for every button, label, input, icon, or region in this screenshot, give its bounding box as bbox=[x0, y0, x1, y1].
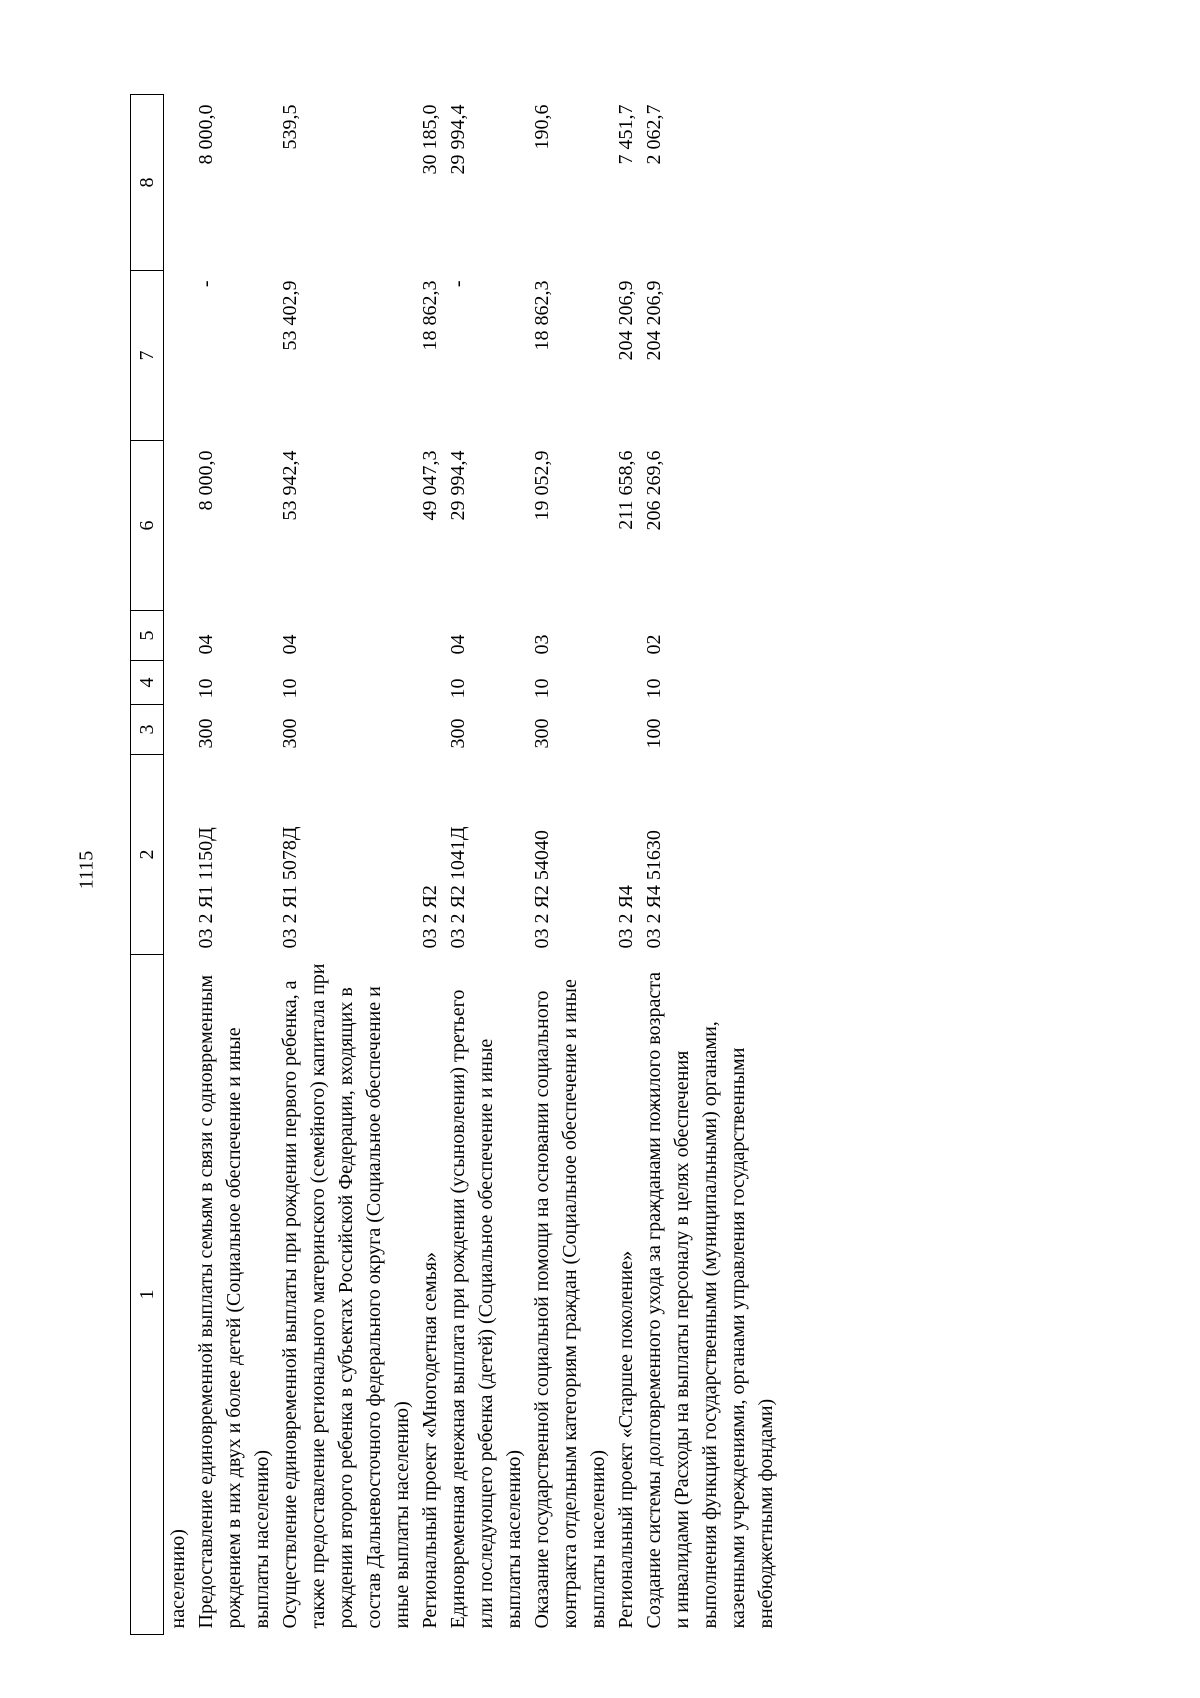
row-name: Создание системы долговременного ухода за гражданами пожилого возраста и инвалидами (Расходы на выплаты персоналу в целях обеспечения выполнения функций государственными (муниципальными) органами, казенными учреждениями, органами управления государственными внебюджетными фондами) bbox=[643, 971, 777, 1629]
row-rz bbox=[416, 661, 444, 705]
row-col8: 190,6 bbox=[531, 104, 553, 150]
row-code: 03 2 Я1 5078Д bbox=[279, 826, 301, 949]
table-row bbox=[192, 95, 276, 1635]
table-row bbox=[528, 95, 612, 1635]
row-name: Единовременная денежная выплата при рождении (усыновлении) третьего или последующего ребенка (детей) (Социальное обеспечение и иные выплаты населению) bbox=[447, 989, 525, 1629]
row-col8 bbox=[164, 95, 193, 271]
row-pr: 04 bbox=[195, 634, 217, 655]
row-code: 03 2 Я1 1150Д bbox=[195, 827, 217, 949]
column-header: 1 bbox=[131, 955, 164, 1635]
table-row bbox=[276, 95, 416, 1635]
row-vr: 300 bbox=[531, 718, 553, 749]
row-code: 03 2 Я2 1041Д bbox=[447, 826, 469, 949]
table-row bbox=[444, 95, 528, 1635]
row-vr: 300 bbox=[279, 718, 301, 749]
row-col6: 19 052,9 bbox=[531, 450, 553, 521]
row-col8: 2 062,7 bbox=[643, 104, 665, 165]
rotated-table-wrapper bbox=[130, 95, 1180, 1635]
column-header: 6 bbox=[131, 441, 164, 611]
column-header: 4 bbox=[131, 661, 164, 705]
row-rz: 10 bbox=[643, 678, 665, 699]
row-rz: 10 bbox=[279, 678, 301, 699]
row-col8: 8 000,0 bbox=[195, 104, 217, 165]
row-pr bbox=[612, 611, 640, 661]
column-header: 8 bbox=[131, 95, 164, 271]
table-header-row bbox=[131, 95, 164, 1635]
row-col6: 211 658,6 bbox=[615, 450, 637, 530]
row-rz: 10 bbox=[195, 678, 217, 699]
row-rz: 10 bbox=[531, 678, 553, 699]
table-row bbox=[416, 95, 444, 1635]
row-name: Осуществление единовременной выплаты при рождении первого ребенка, а также предоставление регионального материнского (семейного) капитала при рождении второго ребенка в субъектах Российской Федерации, входящих в состав Дальневосточного федерального округа (Социальное обеспечение и иные выплаты населению) bbox=[279, 963, 413, 1629]
row-col8: 539,5 bbox=[279, 104, 301, 150]
row-vr: 300 bbox=[447, 718, 469, 749]
row-rz bbox=[164, 661, 193, 705]
row-code: 03 2 Я4 51630 bbox=[643, 830, 665, 949]
row-name: Региональный проект «Старшее поколение» bbox=[615, 1250, 637, 1629]
row-vr bbox=[612, 705, 640, 755]
row-rz: 10 bbox=[447, 678, 469, 699]
row-code: 03 2 Я2 54040 bbox=[531, 830, 553, 949]
row-col6 bbox=[164, 441, 193, 611]
page-number: 1115 bbox=[75, 850, 98, 890]
row-code: 03 2 Я4 bbox=[615, 885, 637, 949]
row-col7: - bbox=[447, 280, 469, 288]
table-row bbox=[640, 95, 780, 1635]
row-name: населению) bbox=[167, 1529, 189, 1629]
row-pr: 03 bbox=[531, 634, 553, 655]
row-vr: 300 bbox=[195, 718, 217, 749]
row-pr: 02 bbox=[643, 634, 665, 655]
row-col6: 206 269,6 bbox=[643, 450, 665, 531]
row-col7: 53 402,9 bbox=[279, 280, 301, 351]
column-header: 5 bbox=[131, 611, 164, 661]
table-row bbox=[612, 95, 640, 1635]
row-vr bbox=[164, 705, 193, 755]
row-name: Региональный проект «Многодетная семья» bbox=[419, 1251, 441, 1629]
budget-table bbox=[130, 94, 780, 1635]
row-col7: - bbox=[195, 280, 217, 288]
row-col7: 204 206,9 bbox=[615, 280, 637, 361]
row-code: 03 2 Я2 bbox=[419, 885, 441, 949]
row-name: Предоставление единовременной выплаты семьям в связи с одновременным рождением в них двух и более детей (Социальное обеспечение и иные выплаты населению) bbox=[195, 974, 273, 1629]
row-pr bbox=[416, 611, 444, 661]
row-col6: 49 047,3 bbox=[419, 450, 441, 521]
row-name: Оказание государственной социальной помощи на основании социального контракта отдельным категориям граждан (Социальное обеспечение и иные выплаты населению) bbox=[531, 979, 609, 1629]
column-header: 3 bbox=[131, 705, 164, 755]
column-header: 7 bbox=[131, 271, 164, 441]
row-col8: 7 451,7 bbox=[615, 104, 637, 165]
row-col8: 30 185,0 bbox=[419, 104, 441, 175]
row-code bbox=[164, 755, 193, 955]
row-col7: 204 206,9 bbox=[643, 280, 665, 361]
row-col6: 8 000,0 bbox=[195, 450, 217, 511]
row-col6: 29 994,4 bbox=[447, 450, 469, 521]
row-rz bbox=[612, 661, 640, 705]
table-row bbox=[164, 95, 193, 1635]
row-pr: 04 bbox=[447, 634, 469, 655]
row-vr: 100 bbox=[643, 718, 665, 749]
row-col7: 18 862,3 bbox=[419, 280, 441, 351]
row-pr bbox=[164, 611, 193, 661]
row-col8: 29 994,4 bbox=[447, 104, 469, 175]
row-pr: 04 bbox=[279, 634, 301, 655]
row-col7 bbox=[164, 271, 193, 441]
column-header: 2 bbox=[131, 755, 164, 955]
row-col6: 53 942,4 bbox=[279, 450, 301, 521]
row-col7: 18 862,3 bbox=[531, 280, 553, 351]
row-vr bbox=[416, 705, 444, 755]
